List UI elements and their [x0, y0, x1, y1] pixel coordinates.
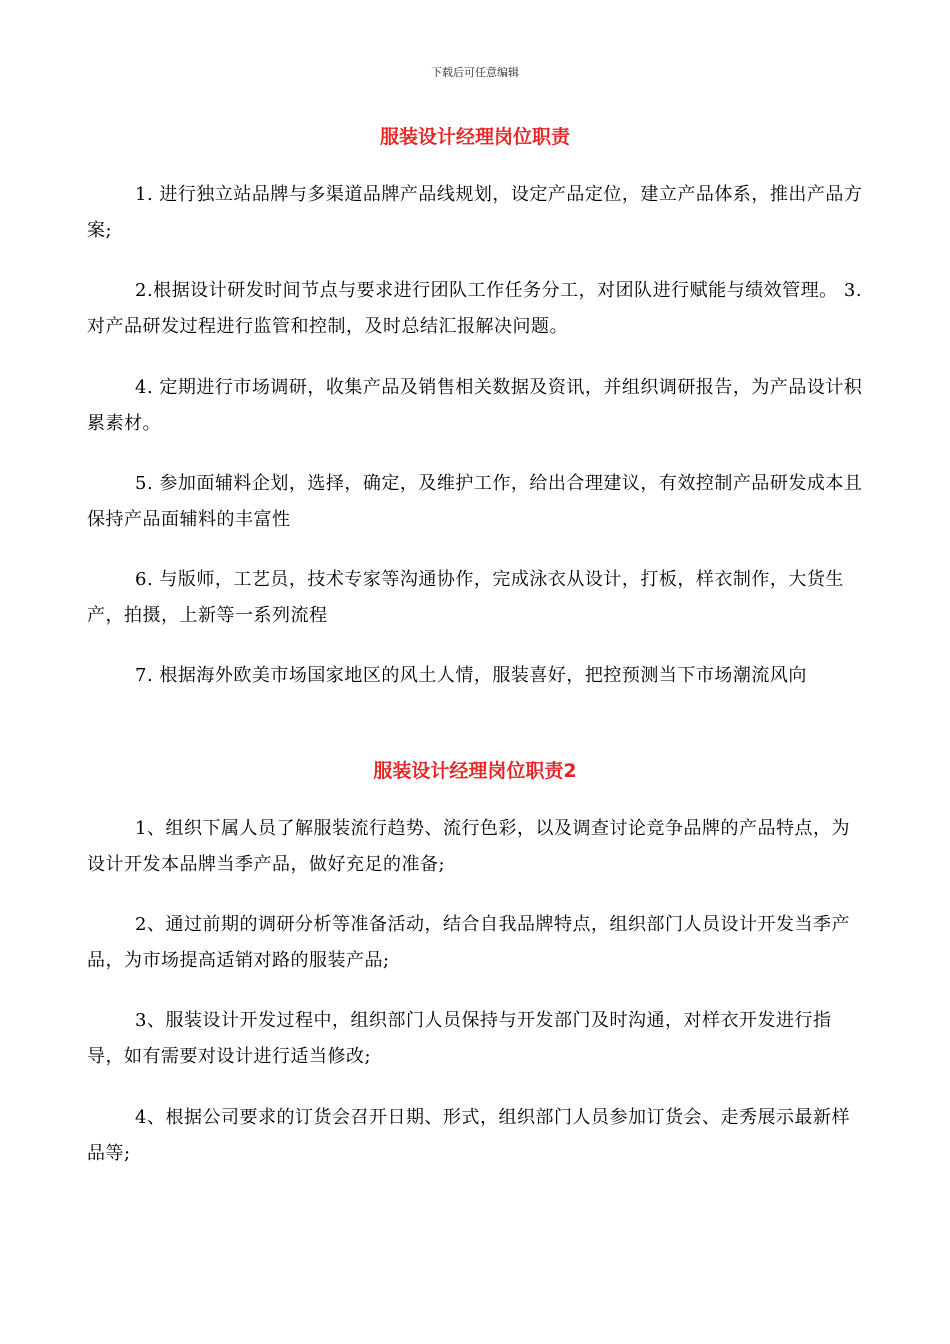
paragraph: 7. 根据海外欧美市场国家地区的风土人情，服装喜好，把控预测当下市场潮流风向 [135, 665, 807, 686]
paragraph: 2.根据设计研发时间节点与要求进行团队工作任务分工，对团队进行赋能与绩效管理。 3. 对产品研发过程进行监管和控制，及时总结汇报解决问题。 [87, 280, 863, 337]
section-title: 服装设计经理岗位职责2 [373, 760, 577, 782]
section-title: 服装设计经理岗位职责 [379, 126, 570, 148]
paragraph: 4. 定期进行市场调研，收集产品及销售相关数据及资讯，并组织调研报告，为产品设计积累素材。 [87, 377, 863, 434]
paragraph: 3、服装设计开发过程中，组织部门人员保持与开发部门及时沟通，对样衣开发进行指导，如有需要对设计进行适当修改; [87, 1010, 832, 1067]
paragraph: 4、根据公司要求的订货会召开日期、形式，组织部门人员参加订货会、走秀展示最新样品等; [87, 1107, 850, 1164]
page-header-note: 下载后可任意编辑 [431, 66, 519, 79]
paragraph: 5. 参加面辅料企划，选择，确定，及维护工作，给出合理建议，有效控制产品研发成本且保持产品面辅料的丰富性 [87, 473, 863, 530]
paragraph: 6. 与版师，工艺员，技术专家等沟通协作，完成泳衣从设计，打板，样衣制作，大货生产，拍摄，上新等一系列流程 [87, 569, 844, 626]
paragraph: 1、组织下属人员了解服装流行趋势、流行色彩，以及调查讨论竞争品牌的产品特点，为设计开发本品牌当季产品，做好充足的准备; [87, 818, 850, 875]
paragraph: 2、通过前期的调研分析等准备活动，结合自我品牌特点，组织部门人员设计开发当季产品，为市场提高适销对路的服装产品; [87, 914, 850, 971]
paragraph: 1. 进行独立站品牌与多渠道品牌产品线规划，设定产品定位，建立产品体系，推出产品方案; [87, 184, 863, 241]
